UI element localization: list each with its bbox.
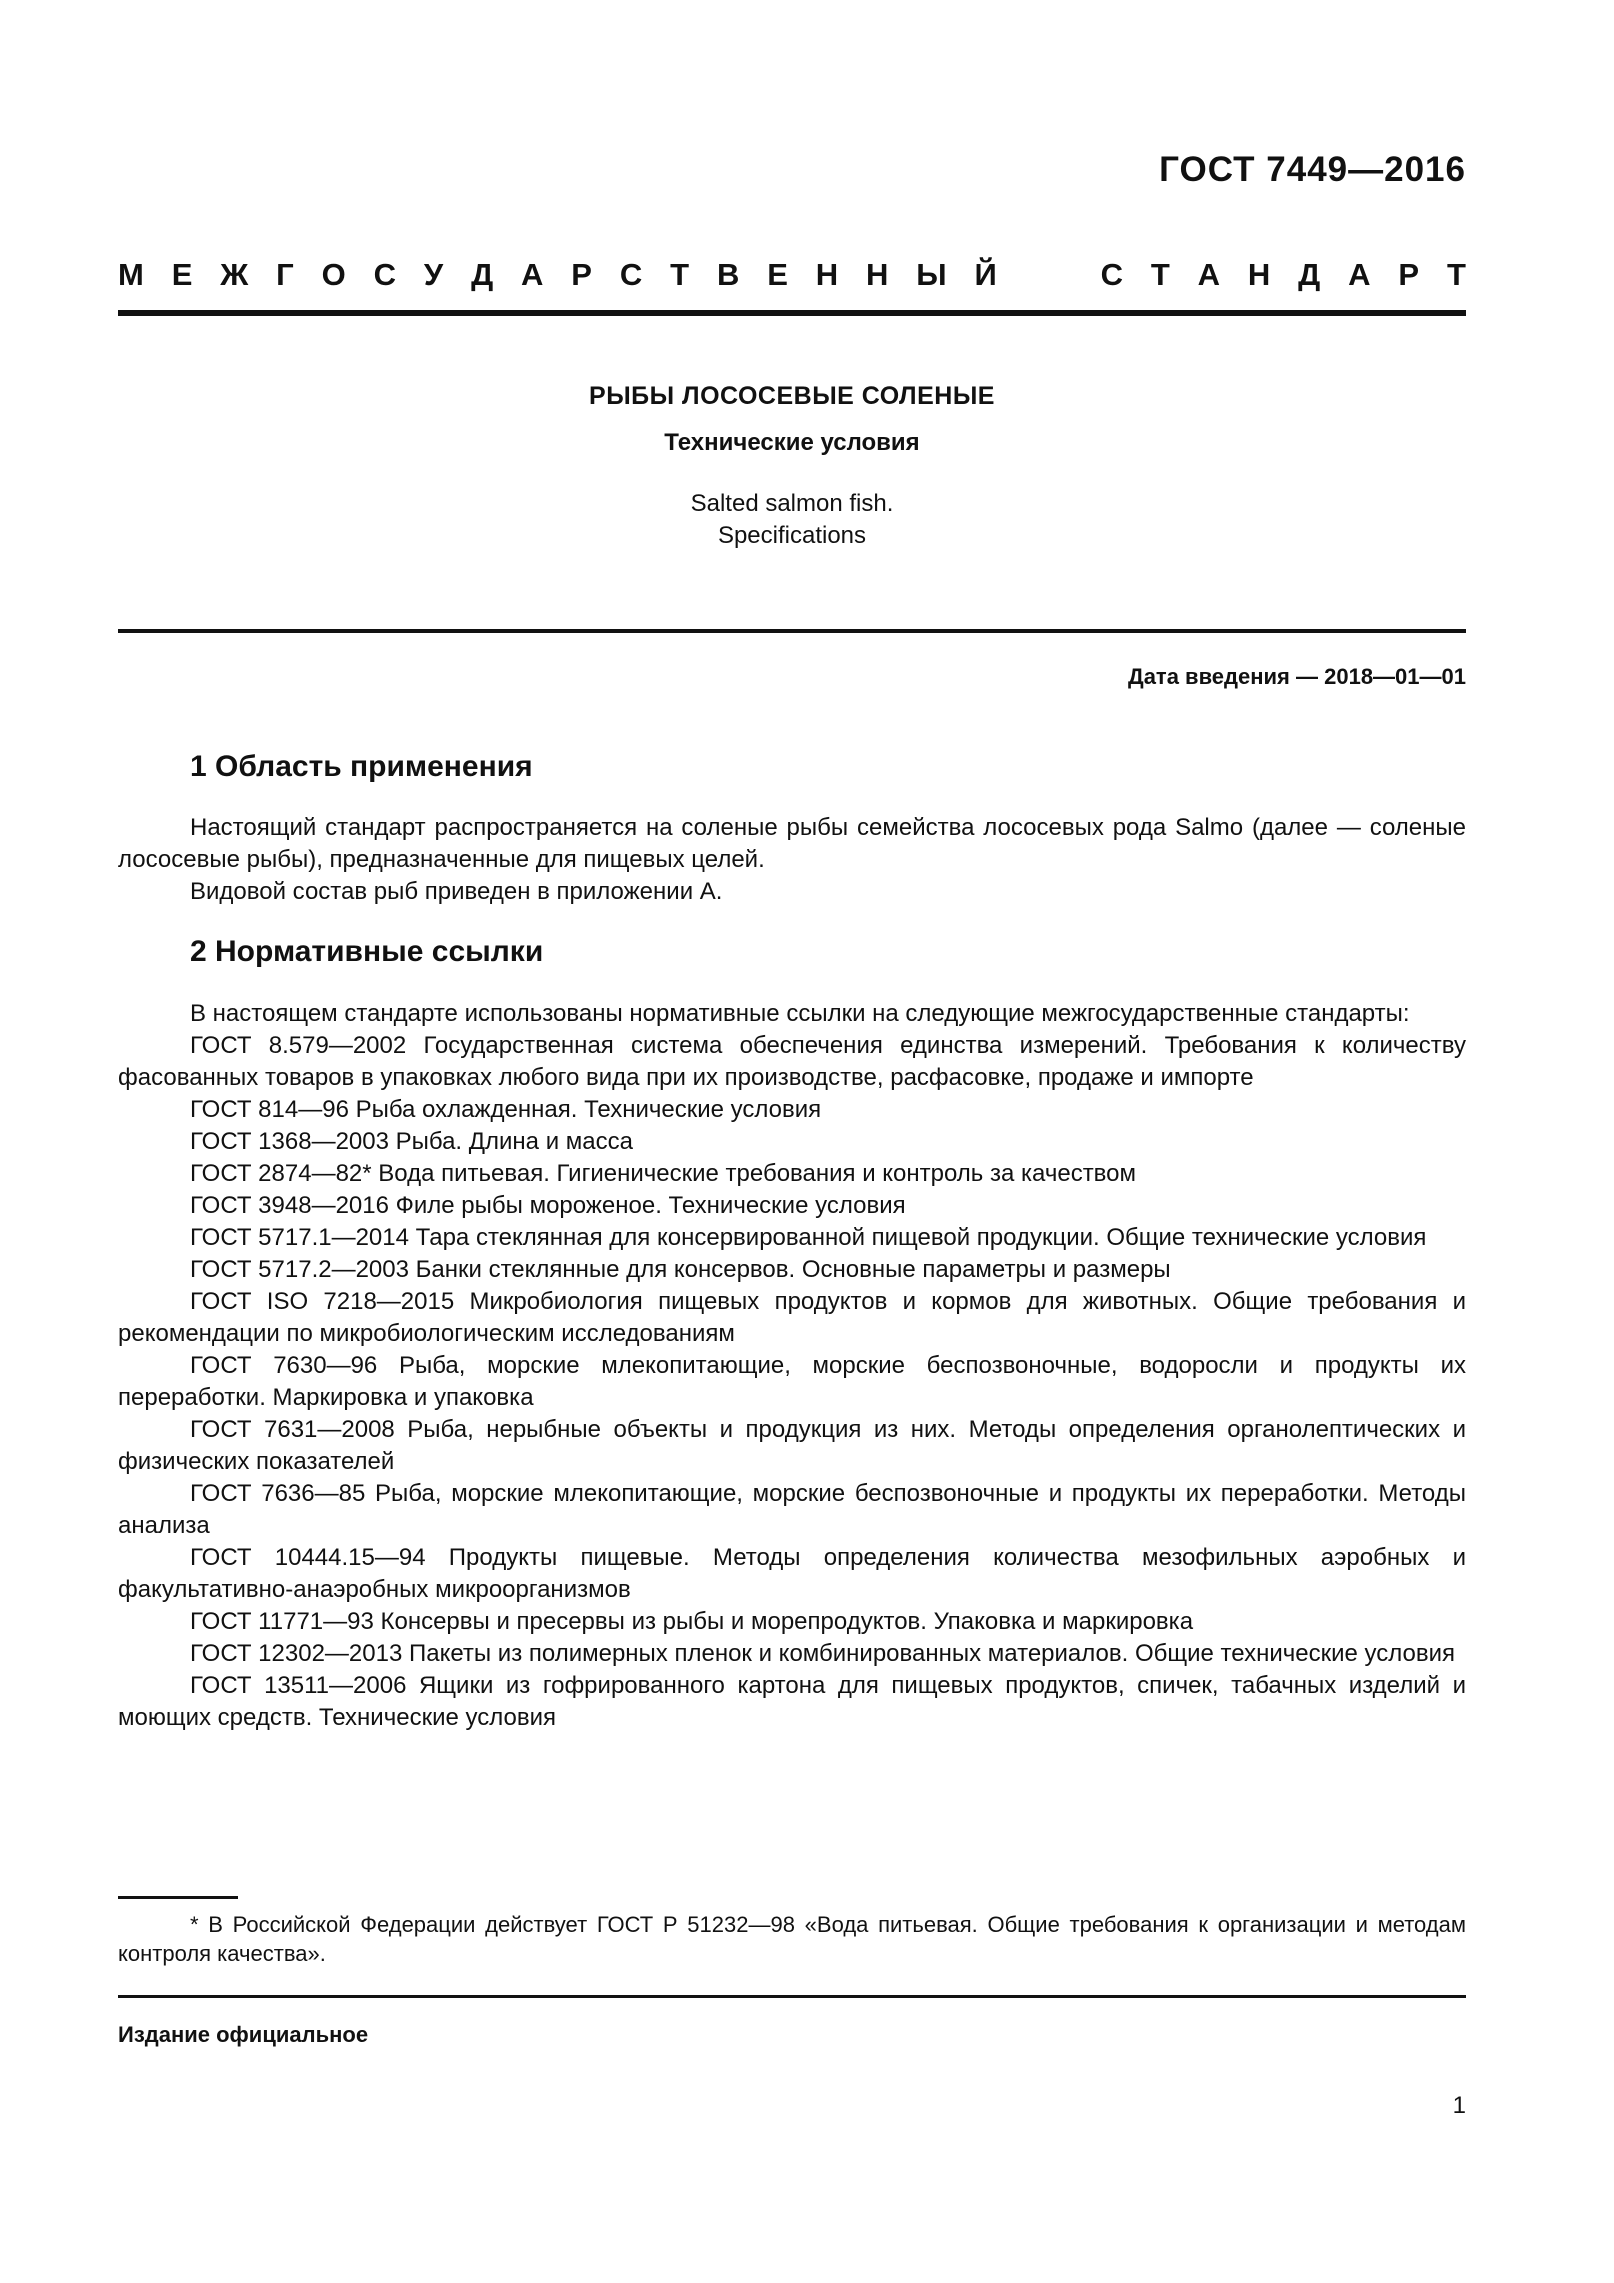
reference-item: ГОСТ 13511—2006 Ящики из гофрированного картона для пищевых продуктов, спичек, табачных изделий и моющих средств. Технические условия [118, 1672, 1466, 1731]
section-body [118, 998, 1466, 1734]
reference-item: ГОСТ 5717.2—2003 Банки стеклянные для консервов. Основные параметры и размеры [190, 1256, 1171, 1283]
reference-item: ГОСТ 7636—85 Рыба, морские млекопитающие, морские беспозвоночные и продукты их переработки. Методы анализа [118, 1480, 1466, 1539]
footer-rule [118, 1995, 1466, 1998]
type-letter: А [521, 257, 544, 292]
paragraph: В настоящем стандарте использованы нормативные ссылки на следующие межгосударственные стандарты: [190, 1000, 1410, 1027]
reference-item: ГОСТ 8.579—2002 Государственная система обеспечения единства измерений. Требования к количеству фасованных товаров в упаковках любого вида при их производстве, расфасовке, продаже и импорте [118, 1032, 1466, 1091]
paragraph: Видовой состав рыб приведен в приложении А. [190, 878, 723, 905]
title-en-line: Specifications [717, 522, 867, 549]
header-rule [118, 310, 1466, 316]
type-letter: А [1348, 257, 1371, 292]
reference-item: ГОСТ 1368—2003 Рыба. Длина и масса [190, 1128, 633, 1155]
type-letter: Н [866, 257, 889, 292]
reference-item: ГОСТ 10444.15—94 Продукты пищевые. Методы определения количества мезофильных аэробных и факультативно-анаэробных микроорганизмов [118, 1544, 1466, 1603]
word-gap [1025, 257, 1073, 293]
type-letter: С [619, 257, 643, 292]
type-letter: Ы [916, 257, 947, 292]
footnote-text: * В Российской Федерации действует ГОСТ Р 51232—98 «Вода питьевая. Общие требования к организации и методам контроля качества». [118, 1912, 1466, 1966]
paragraph: Настоящий стандарт распространяется на соленые рыбы семейства лососевых рода Salmo (далее — соленые лососевые рыбы), предназначенные для пищевых целей. [118, 814, 1466, 873]
edition-label: Издание официальное [118, 2022, 369, 2047]
type-letter: Т [670, 257, 690, 292]
reference-item: ГОСТ 2874—82* Вода питьевая. Гигиенические требования и контроль за качеством [190, 1160, 1137, 1187]
reference-item: ГОСТ 7631—2008 Рыба, нерыбные объекты и продукция из них. Методы определения органолептических и физических показателей [118, 1416, 1466, 1475]
title-block [118, 382, 1466, 457]
title-en-line: Salted salmon fish. [690, 490, 894, 517]
section-heading: 2 Нормативные ссылки [190, 935, 544, 968]
type-letter: Т [1150, 257, 1170, 292]
standard-number: ГОСТ 7449—2016 [1159, 150, 1466, 189]
type-letter: Р [571, 257, 592, 292]
type-letter: С [373, 257, 397, 292]
type-letter: Е [767, 257, 788, 292]
reference-item: ГОСТ ISO 7218—2015 Микробиология пищевых продуктов и кормов для животных. Общие требования и рекомендации по микробиологическим исследованиям [118, 1288, 1466, 1347]
subtitle-ru: Технические условия [664, 429, 920, 456]
type-letter: Т [1446, 257, 1466, 292]
title-rule [118, 629, 1466, 633]
reference-item: ГОСТ 5717.1—2014 Тара стеклянная для консервированной пищевой продукции. Общие технические условия [190, 1224, 1427, 1251]
type-letter: У [423, 257, 444, 292]
footnote-rule [118, 1896, 238, 1899]
type-letter: Д [1298, 257, 1321, 292]
section-body [118, 812, 1466, 908]
page-number: 1 [1452, 2092, 1466, 2119]
type-letter: О [321, 257, 346, 292]
intro-date: Дата введения — 2018—01—01 [1128, 664, 1466, 689]
type-letter: Н [1247, 257, 1271, 292]
type-letter: Г [276, 257, 294, 292]
type-letter: Н [815, 257, 839, 292]
footnote [118, 1910, 1466, 1968]
type-letter: Д [471, 257, 494, 292]
section-heading: 1 Область применения [190, 750, 533, 783]
title-en [118, 488, 1466, 552]
type-letter: Ж [220, 257, 249, 292]
standard-type-heading [118, 257, 1466, 293]
type-letter: Й [974, 257, 997, 292]
reference-item: ГОСТ 3948—2016 Филе рыбы мороженое. Технические условия [190, 1192, 906, 1219]
type-letter: В [716, 257, 740, 292]
title-ru: РЫБЫ ЛОСОСЕВЫЕ СОЛЕНЫЕ [589, 382, 995, 410]
reference-item: ГОСТ 814—96 Рыба охлажденная. Технические условия [190, 1096, 822, 1123]
reference-item: ГОСТ 12302—2013 Пакеты из полимерных пленок и комбинированных материалов. Общие технические условия [190, 1640, 1456, 1667]
type-letter: М [118, 257, 144, 292]
type-letter: Е [171, 257, 193, 292]
type-letter: С [1100, 257, 1123, 292]
type-letter: А [1197, 257, 1221, 292]
type-letter: Р [1398, 257, 1420, 292]
reference-item: ГОСТ 11771—93 Консервы и пресервы из рыбы и морепродуктов. Упаковка и маркировка [190, 1608, 1194, 1635]
reference-item: ГОСТ 7630—96 Рыба, морские млекопитающие, морские беспозвоночные, водоросли и продукты их переработки. Маркировка и упаковка [118, 1352, 1466, 1411]
